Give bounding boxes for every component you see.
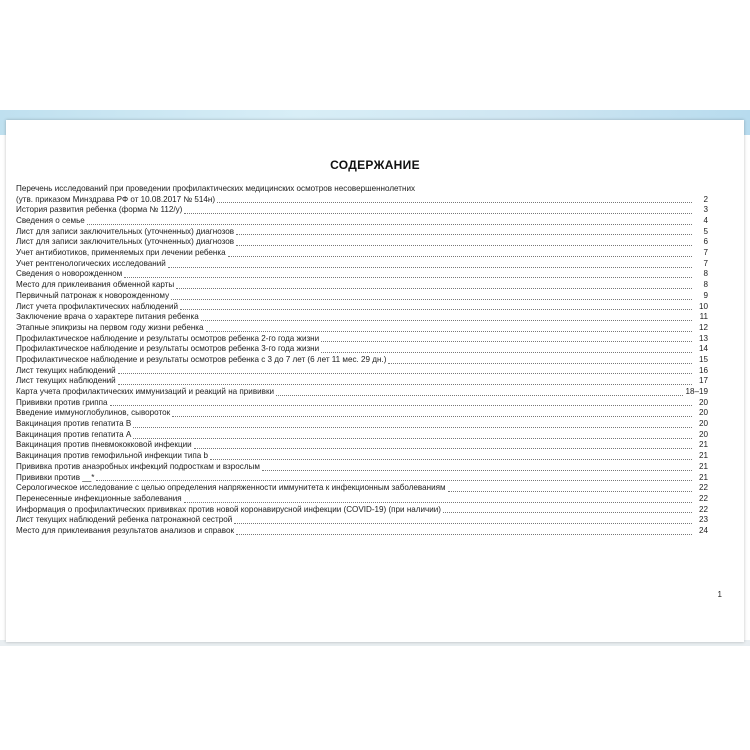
toc-entry-page: 7: [703, 258, 708, 268]
toc-entry: [16, 376, 708, 387]
toc-dot-leader: [184, 502, 692, 503]
toc-entry: [16, 302, 708, 313]
toc-entry-page: 6: [703, 237, 708, 247]
toc-entry-title: История развития ребенка (форма № 112/у): [16, 205, 183, 215]
toc-dot-leader: [87, 224, 692, 225]
toc-entry-title: Заключение врача о характере питания ребенка: [16, 312, 199, 322]
toc-entry: [16, 270, 708, 281]
toc-entry-page: 21: [698, 451, 708, 461]
toc-entry-title: Лист для записи заключительных (уточненных) диагнозов: [16, 226, 235, 236]
toc-entry: [16, 195, 708, 206]
document-page: [6, 120, 744, 642]
toc-entry-page: 16: [698, 365, 708, 375]
page-title: СОДЕРЖАНИЕ: [330, 158, 420, 172]
toc-dot-leader: [236, 234, 692, 235]
toc-entry-page: 17: [698, 376, 708, 386]
toc-entry-page: 8: [703, 280, 708, 290]
toc-entry: [16, 366, 708, 377]
toc-entry-title: Место для приклеивания обменной карты: [16, 280, 175, 290]
toc-dot-leader: [110, 405, 693, 406]
toc-entry-title: Вакцинация против гепатита А: [16, 429, 132, 439]
toc-entry: [16, 184, 708, 195]
toc-dot-leader: [133, 427, 692, 428]
toc-entry: [16, 483, 708, 494]
toc-dot-leader: [201, 320, 692, 321]
toc-entry-title: Карта учета профилактических иммунизаций и реакций на прививки: [16, 387, 275, 397]
toc-entry-title: Сведения о семье: [16, 216, 85, 226]
toc-entry: [16, 473, 708, 484]
toc-entry-title: Вакцинация против гепатита В: [16, 419, 132, 429]
toc-entry-title: Профилактическое наблюдение и результаты осмотров ребенка 3-го года жизни: [16, 344, 320, 354]
toc-entry-title: Профилактическое наблюдение и результаты осмотров ребенка с 3 до 7 лет (6 лет 11 мес. 29 дн.): [16, 354, 387, 364]
toc-entry-title: Профилактическое наблюдение и результаты осмотров ребенка 2-го года жизни: [16, 333, 320, 343]
toc-entry: [16, 323, 708, 334]
toc-entry-title: Прививки против __*: [16, 472, 95, 482]
toc-entry-page: 10: [698, 301, 708, 311]
toc-dot-leader: [276, 395, 683, 396]
toc-entry-title: Сведения о новорожденном: [16, 269, 123, 279]
toc-dot-leader: [118, 373, 692, 374]
toc-dot-leader: [236, 245, 692, 246]
toc-entry-title: Первичный патронаж к новорожденному: [16, 290, 170, 300]
toc-entry-title: Вакцинация против пневмококковой инфекции: [16, 440, 192, 450]
toc-dot-leader: [172, 416, 692, 417]
toc-entry-page: 8: [703, 269, 708, 279]
toc-entry: [16, 451, 708, 462]
toc-entry-title: Этапные эпикризы на первом году жизни ребенка: [16, 322, 204, 332]
toc-entry-title: Лист учета профилактических наблюдений: [16, 301, 179, 311]
toc-entry-title: (утв. приказом Минздрава РФ от 10.08.2017 № 514н): [16, 194, 216, 204]
toc-entry-page: 24: [698, 525, 708, 535]
toc-dot-leader: [228, 256, 692, 257]
toc-entry-title: Лист текущих наблюдений ребенка патронажной сестрой: [16, 515, 233, 525]
toc-entry-page: 11: [699, 312, 708, 322]
toc-entry: [16, 515, 708, 526]
toc-dot-leader: [168, 267, 692, 268]
toc-dot-leader: [262, 470, 692, 471]
toc-entry-page: 2: [703, 194, 708, 204]
toc-entry-page: 13: [698, 333, 708, 343]
toc-entry-page: 3: [703, 205, 708, 215]
toc-entry-page: 9: [703, 290, 708, 300]
toc-dot-leader: [194, 448, 692, 449]
toc-entry: [16, 441, 708, 452]
toc-entry-title: Прививки против гриппа: [16, 397, 108, 407]
toc-entry-page: 22: [698, 504, 708, 514]
toc-dot-leader: [217, 202, 692, 203]
toc-entry-title: Информация о профилактических прививках против новой коронавирусной инфекции (COVID-19) (при наличии): [16, 504, 441, 514]
toc-dot-leader: [133, 438, 692, 439]
toc-entry: [16, 387, 708, 398]
toc-entry: [16, 419, 708, 430]
toc-entry-page: 7: [703, 248, 708, 258]
toc-dot-leader: [210, 459, 692, 460]
toc-entry: [16, 462, 708, 473]
toc-entry-title: Учет рентгенологических исследований: [16, 258, 166, 268]
toc-entry-title: Лист текущих наблюдений: [16, 376, 116, 386]
toc-dot-leader: [321, 352, 692, 353]
toc-entry: [16, 280, 708, 291]
toc-entry-title: Учет антибиотиков, применяемых при лечении ребенка: [16, 248, 226, 258]
toc-entry-title: Место для приклеивания результатов анализов и справок: [16, 525, 235, 535]
toc-entry-page: 23: [698, 515, 708, 525]
toc-entry: [16, 259, 708, 270]
toc-entry: [16, 398, 708, 409]
toc-entry-page: 18–19: [685, 387, 708, 397]
toc-entry: [16, 430, 708, 441]
toc-entry-page: 22: [698, 483, 708, 493]
toc-entry: [16, 344, 708, 355]
toc-entry-page: 21: [698, 440, 708, 450]
toc-entry-page: 20: [698, 397, 708, 407]
toc-entry: [16, 227, 708, 238]
toc-entry-page: 15: [698, 354, 708, 364]
toc-entry: [16, 355, 708, 366]
toc-entry-page: 14: [698, 344, 708, 354]
toc-entry: [16, 494, 708, 505]
toc-entry-page: 22: [698, 493, 708, 503]
toc-entry: [16, 526, 708, 537]
toc-entry: [16, 505, 708, 516]
toc-entry-title: Лист для записи заключительных (уточненных) диагнозов: [16, 237, 235, 247]
toc-entry-page: 12: [698, 322, 708, 332]
toc-dot-leader: [180, 309, 692, 310]
toc-entry-page: 20: [698, 429, 708, 439]
toc-dot-leader: [321, 341, 692, 342]
toc-entry-page: 20: [698, 419, 708, 429]
toc-dot-leader: [236, 534, 692, 535]
toc-entry: [16, 205, 708, 216]
toc-entry: [16, 216, 708, 227]
toc-dot-leader: [388, 363, 692, 364]
toc-dot-leader: [176, 288, 692, 289]
toc-dot-leader: [124, 277, 692, 278]
toc-entry-page: 21: [698, 461, 708, 471]
toc-entry: [16, 237, 708, 248]
toc-entry-title: Прививка против анаэробных инфекций подросткам и взрослым: [16, 461, 260, 471]
table-of-contents: [16, 184, 708, 537]
toc-dot-leader: [448, 491, 692, 492]
toc-entry-page: 4: [703, 216, 708, 226]
toc-entry-page: 20: [698, 408, 708, 418]
toc-entry-page: 5: [703, 226, 708, 236]
toc-dot-leader: [234, 523, 692, 524]
toc-entry: [16, 248, 708, 259]
toc-entry: [16, 291, 708, 302]
toc-dot-leader: [206, 331, 692, 332]
page-number: 1: [717, 590, 722, 599]
toc-dot-leader: [118, 384, 692, 385]
toc-entry-title: Введение иммуноглобулинов, сывороток: [16, 408, 171, 418]
toc-dot-leader: [171, 299, 692, 300]
toc-entry-title: Серологическое исследование с целью определения напряженности иммунитета к инфекционным заболеваниям: [16, 483, 446, 493]
toc-entry: [16, 312, 708, 323]
toc-entry: [16, 408, 708, 419]
toc-entry-title: Перенесенные инфекционные заболевания: [16, 493, 182, 503]
toc-dot-leader: [96, 480, 692, 481]
toc-entry-page: 21: [698, 472, 708, 482]
toc-dot-leader: [443, 512, 692, 513]
toc-entry-title: Лист текущих наблюдений: [16, 365, 116, 375]
toc-entry-title: Перечень исследований при проведении профилактических медицинских осмотров несовершеннолетних: [16, 183, 416, 193]
toc-entry: [16, 334, 708, 345]
toc-dot-leader: [184, 213, 692, 214]
toc-entry-title: Вакцинация против гемофильной инфекции типа b: [16, 451, 209, 461]
